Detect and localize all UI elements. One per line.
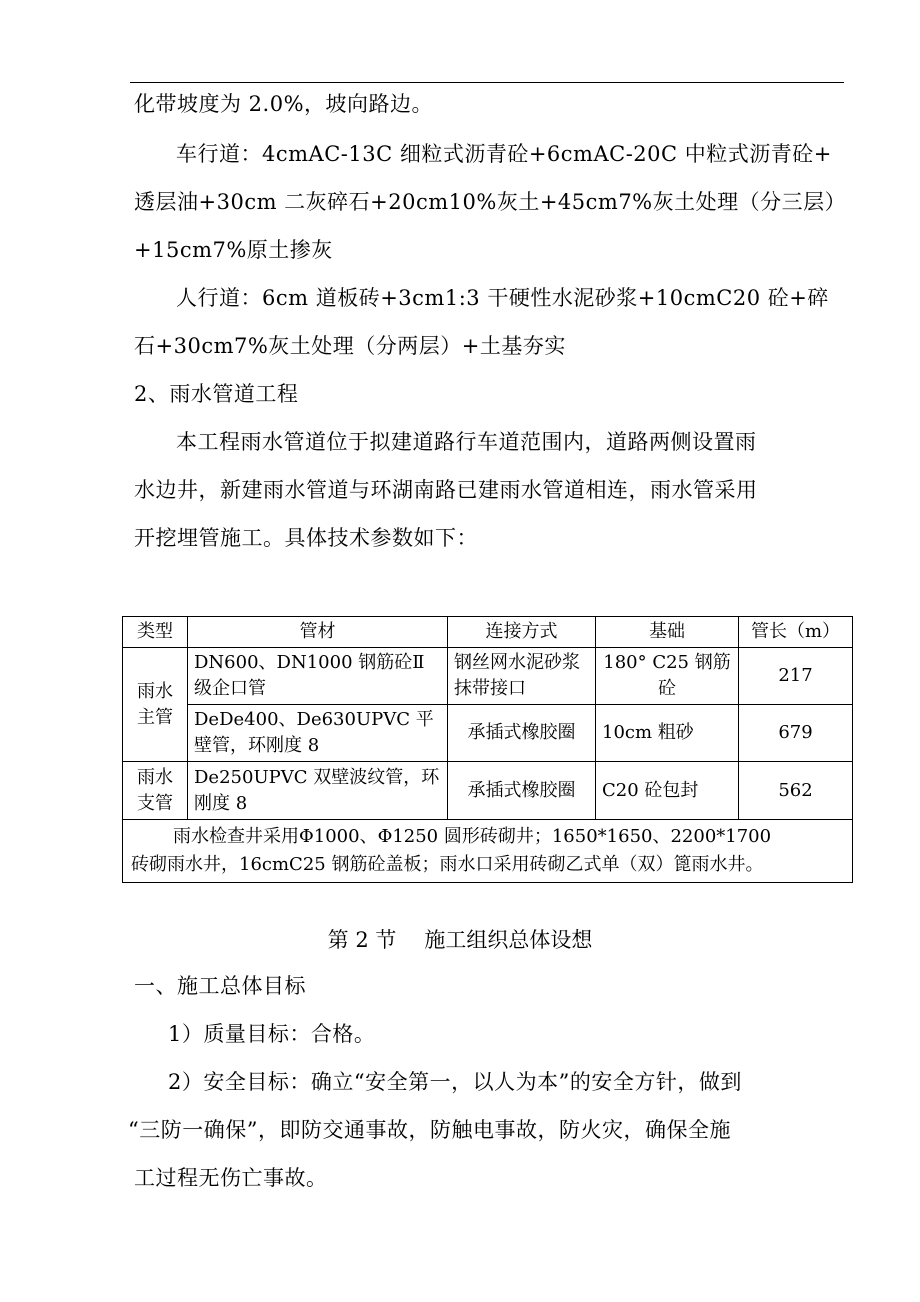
sidewalk-line-1: 人行道：6cm 道板砖+3cm1:3 干硬性水泥砂浆+10cmC20 砼+碎	[176, 286, 829, 310]
header-base: 基础	[596, 617, 739, 648]
chapter-title: 施工组织总体设想	[424, 928, 593, 952]
section-body-line-3: 开挖埋管施工。具体技术参数如下：	[134, 526, 478, 550]
section-title: 2、雨水管道工程	[134, 382, 299, 406]
safety-goal-line-2: “三防一确保”，即防交通事故，防触电事故，防火灾，确保全施	[128, 1118, 731, 1142]
table-row	[123, 648, 853, 705]
carriageway-line-2: 透层油+30cm 二灰碎石+20cm10%灰土+45cm7%灰土处理（分三层）	[134, 190, 847, 214]
safety-goal-line-3: 工过程无伤亡事故。	[134, 1166, 328, 1190]
pipe-spec-table	[122, 616, 853, 883]
material-cell: DeDe400、De630UPVC 平壁管，环刚度 8	[188, 705, 448, 762]
safety-goal-line-1: 2）安全目标：确立“安全第一，以人为本”的安全方针，做到	[168, 1070, 742, 1094]
base-cell: 180° C25 钢筋砼	[596, 648, 739, 705]
header-type: 类型	[123, 617, 188, 648]
table-row	[123, 705, 853, 762]
intro-text: 化带坡度为 2.0%，坡向路边。	[134, 92, 434, 116]
header-length: 管长（m）	[739, 617, 853, 648]
section-body-line-2: 水边井，新建雨水管道与环湖南路已建雨水管道相连，雨水管采用	[134, 478, 758, 502]
type-branch-cell: 雨水支管	[123, 762, 188, 820]
base-cell: C20 砼包封	[596, 762, 739, 820]
chapter-heading	[0, 920, 920, 960]
header-joint: 连接方式	[448, 617, 596, 648]
type-main-cell: 雨水主管	[123, 648, 188, 762]
table-note-row	[123, 820, 853, 883]
table-note-line-1: 雨水检查井采用Φ1000、Φ1250 圆形砖砌井；1650*1650、2200*1700	[173, 826, 772, 847]
table-note-line-2: 砖砌雨水井，16cmC25 钢筋砼盖板；雨水口采用砖砌乙式单（双）篦雨水井。	[131, 854, 764, 875]
section-body-line-1: 本工程雨水管道位于拟建道路行车道范围内，道路两侧设置雨	[176, 430, 757, 454]
base-cell: 10cm 粗砂	[596, 705, 739, 762]
chapter-number: 第 2 节	[327, 928, 397, 952]
length-cell: 679	[739, 705, 853, 762]
header-material: 管材	[188, 617, 448, 648]
table-row	[123, 762, 853, 820]
length-cell: 562	[739, 762, 853, 820]
material-cell: DN600、DN1000 钢筋砼Ⅱ级企口管	[188, 648, 448, 705]
goals-heading: 一、施工总体目标	[134, 974, 306, 998]
carriageway-line-3: +15cm7%原土掺灰	[134, 238, 333, 262]
quality-goal: 1）质量目标：合格。	[168, 1022, 376, 1046]
sidewalk-line-2: 石+30cm7%灰土处理（分两层）+土基夯实	[134, 334, 566, 358]
carriageway-line-1: 车行道：4cmAC-13C 细粒式沥青砼+6cmAC-20C 中粒式沥青砼+	[176, 142, 832, 166]
joint-cell: 钢丝网水泥砂浆抹带接口	[448, 648, 596, 705]
joint-cell: 承插式橡胶圈	[448, 762, 596, 820]
table-note-cell	[123, 820, 853, 883]
material-cell: De250UPVC 双壁波纹管，环刚度 8	[188, 762, 448, 820]
joint-cell: 承插式橡胶圈	[448, 705, 596, 762]
table-header-row	[123, 617, 853, 648]
length-cell: 217	[739, 648, 853, 705]
